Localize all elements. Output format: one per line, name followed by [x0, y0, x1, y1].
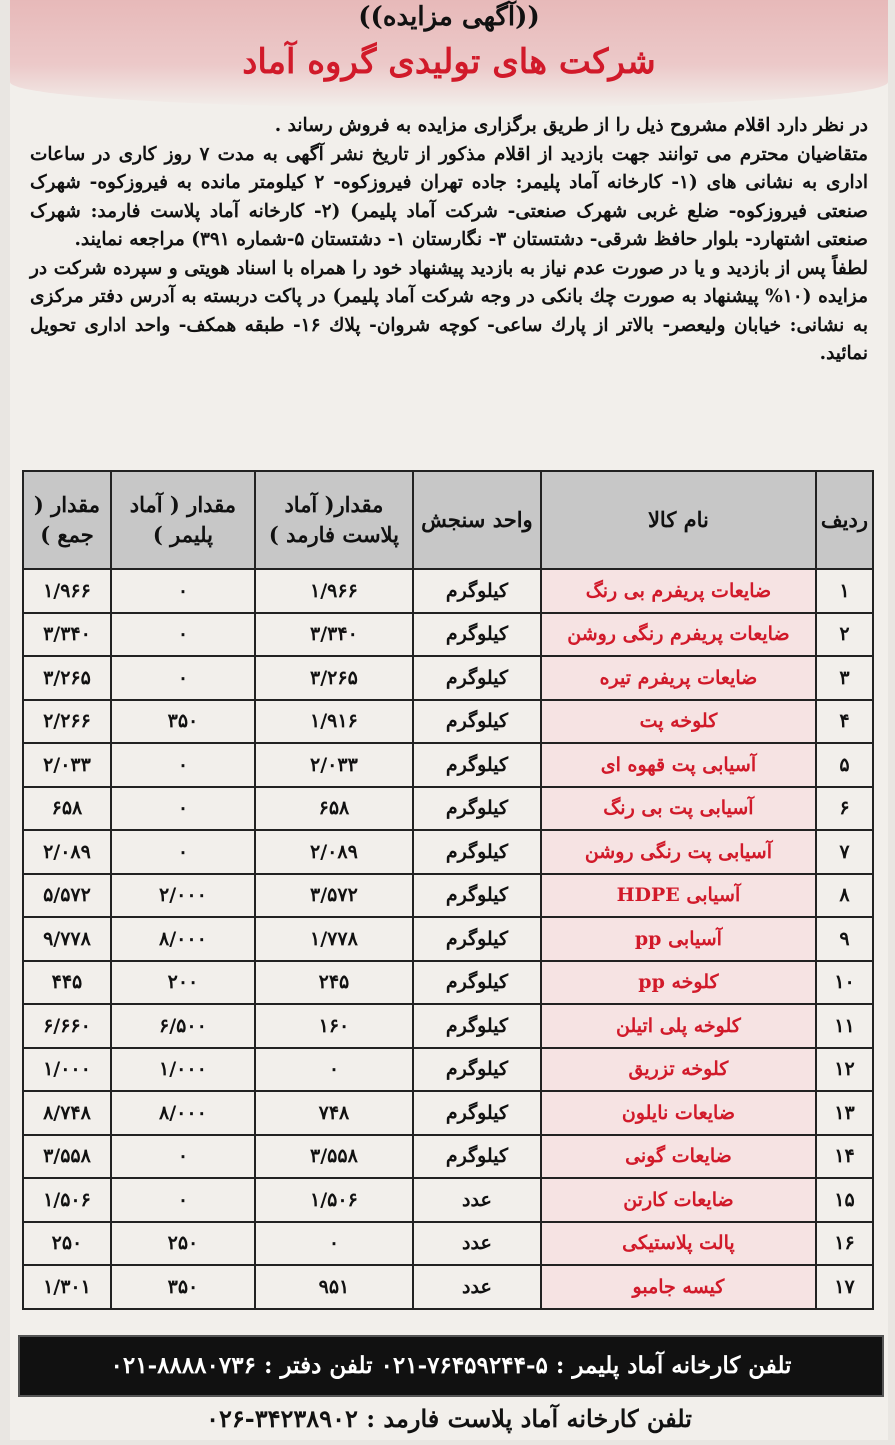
item-name: کلوخه پلی اتیلن	[541, 1004, 816, 1048]
unit-cell: کیلوگرم	[413, 700, 541, 744]
unit-cell: کیلوگرم	[413, 874, 541, 918]
qty-polymer-cell: ۸/۰۰۰	[111, 1091, 255, 1135]
row-number: ۱	[816, 569, 873, 613]
qty-total-cell: ۱/۵۰۶	[23, 1178, 111, 1222]
item-name: کلوخه تزریق	[541, 1048, 816, 1092]
unit-cell: کیلوگرم	[413, 743, 541, 787]
intro-text	[30, 112, 868, 369]
qty-polymer-cell: ۲/۰۰۰	[111, 874, 255, 918]
unit-cell: کیلوگرم	[413, 1048, 541, 1092]
unit-cell: کیلوگرم	[413, 917, 541, 961]
item-name: ضایعات پریفرم تیره	[541, 656, 816, 700]
unit-cell: عدد	[413, 1265, 541, 1309]
qty-total-cell: ۳/۵۵۸	[23, 1135, 111, 1179]
row-number: ۶	[816, 787, 873, 831]
header-unit: واحد سنجش	[413, 471, 541, 569]
qty-farmed-cell: ۳/۳۴۰	[255, 613, 413, 657]
qty-polymer-cell: ۶/۵۰۰	[111, 1004, 255, 1048]
item-name: آسیابی pp	[541, 917, 816, 961]
row-number: ۱۰	[816, 961, 873, 1005]
table-header	[23, 471, 873, 569]
row-number: ۹	[816, 917, 873, 961]
row-number: ۱۷	[816, 1265, 873, 1309]
qty-total-cell: ۱/۳۰۱	[23, 1265, 111, 1309]
qty-total-cell: ۲/۰۳۳	[23, 743, 111, 787]
qty-total-cell: ۵/۵۷۲	[23, 874, 111, 918]
qty-total-cell: ۳/۳۴۰	[23, 613, 111, 657]
table-body	[23, 569, 873, 1309]
qty-total-cell: ۶/۶۶۰	[23, 1004, 111, 1048]
qty-polymer-cell: ۲۰۰	[111, 961, 255, 1005]
table-row	[23, 1135, 873, 1179]
table-row	[23, 656, 873, 700]
qty-farmed-cell: ۲/۰۳۳	[255, 743, 413, 787]
table-row	[23, 1091, 873, 1135]
items-table	[22, 470, 874, 1310]
row-number: ۱۲	[816, 1048, 873, 1092]
table-row	[23, 569, 873, 613]
qty-farmed-cell: ۰	[255, 1222, 413, 1266]
header-qty-polymer: مقدار ( آماد پلیمر )	[111, 471, 255, 569]
advertisement-page	[10, 0, 888, 1440]
qty-farmed-cell: ۲/۰۸۹	[255, 830, 413, 874]
row-number: ۱۵	[816, 1178, 873, 1222]
qty-farmed-cell: ۱/۷۷۸	[255, 917, 413, 961]
unit-cell: کیلوگرم	[413, 1091, 541, 1135]
qty-farmed-cell: ۲۴۵	[255, 961, 413, 1005]
qty-polymer-cell: ۰	[111, 1135, 255, 1179]
qty-farmed-cell: ۰	[255, 1048, 413, 1092]
qty-farmed-cell: ۳/۵۵۸	[255, 1135, 413, 1179]
table-row	[23, 874, 873, 918]
qty-polymer-cell: ۰	[111, 743, 255, 787]
qty-polymer-cell: ۰	[111, 613, 255, 657]
qty-total-cell: ۲۵۰	[23, 1222, 111, 1266]
unit-cell: کیلوگرم	[413, 613, 541, 657]
item-name: کیسه جامبو	[541, 1265, 816, 1309]
table-row	[23, 787, 873, 831]
qty-farmed-cell: ۱۶۰	[255, 1004, 413, 1048]
header-row-number: ردیف	[816, 471, 873, 569]
row-number: ۷	[816, 830, 873, 874]
qty-total-cell: ۳/۲۶۵	[23, 656, 111, 700]
qty-polymer-cell: ۰	[111, 569, 255, 613]
qty-farmed-cell: ۶۵۸	[255, 787, 413, 831]
item-name: آسیابی HDPE	[541, 874, 816, 918]
qty-total-cell: ۹/۷۷۸	[23, 917, 111, 961]
qty-polymer-cell: ۳۵۰	[111, 1265, 255, 1309]
unit-cell: عدد	[413, 1178, 541, 1222]
table-row	[23, 830, 873, 874]
qty-polymer-cell: ۰	[111, 656, 255, 700]
table-row	[23, 917, 873, 961]
item-name: ضایعات پریفرم بی رنگ	[541, 569, 816, 613]
qty-polymer-cell: ۰	[111, 1178, 255, 1222]
table-row	[23, 1178, 873, 1222]
table-row	[23, 1004, 873, 1048]
unit-cell: کیلوگرم	[413, 787, 541, 831]
qty-polymer-cell: ۰	[111, 787, 255, 831]
row-number: ۸	[816, 874, 873, 918]
item-name: ضایعات نایلون	[541, 1091, 816, 1135]
item-name: آسیابی پت بی رنگ	[541, 787, 816, 831]
table-row	[23, 1048, 873, 1092]
qty-farmed-cell: ۱/۹۶۶	[255, 569, 413, 613]
unit-cell: کیلوگرم	[413, 569, 541, 613]
qty-polymer-cell: ۲۵۰	[111, 1222, 255, 1266]
row-number: ۵	[816, 743, 873, 787]
qty-farmed-cell: ۳/۲۶۵	[255, 656, 413, 700]
item-name: آسیابی پت رنگی روشن	[541, 830, 816, 874]
qty-total-cell: ۴۴۵	[23, 961, 111, 1005]
unit-cell: عدد	[413, 1222, 541, 1266]
qty-total-cell: ۱/۰۰۰	[23, 1048, 111, 1092]
table-row	[23, 1265, 873, 1309]
qty-polymer-cell: ۳۵۰	[111, 700, 255, 744]
row-number: ۱۶	[816, 1222, 873, 1266]
intro-paragraph-2: متقاضیان محترم می توانند جهت بازدید از اقلام مذکور از تاریخ نشر آگهی به مدت ۷ روز کاری در ساعات اداری به نشانی های (۱- کارخانه آماد پلیمر: جاده تهران فیروزکوه- ۲ کیلومتر مانده به فیروزکوه- شهرک صنعتی فیروزکوه- ضلع غربی شهرک صنعتی- شرکت آماد پلیمر) (۲- کارخانه آماد پلاست فارمد: شهرک صنعتی اشتهارد- بلوار حافظ شرقی- دشتستان ۳- نگارستان ۱- دشتستان ۵-شماره ۳۹۱) مراجعه نمایند.	[30, 143, 868, 250]
qty-total-cell: ۸/۷۴۸	[23, 1091, 111, 1135]
qty-farmed-cell: ۳/۵۷۲	[255, 874, 413, 918]
qty-farmed-cell: ۱/۹۱۶	[255, 700, 413, 744]
unit-cell: کیلوگرم	[413, 961, 541, 1005]
qty-farmed-cell: ۹۵۱	[255, 1265, 413, 1309]
footer-phones-line-2: تلفن کارخانه آماد پلاست فارمد : ۳۴۲۳۸۹۰۲-۰۲۶	[206, 1404, 692, 1433]
item-name: ضایعات کارتن	[541, 1178, 816, 1222]
table-row	[23, 1222, 873, 1266]
item-name: ضایعات پریفرم رنگی روشن	[541, 613, 816, 657]
intro-paragraph-1: در نظر دارد اقلام مشروح ذیل را از طریق برگزاری مزایده به فروش رساند .	[274, 115, 868, 136]
qty-total-cell: ۲/۲۶۶	[23, 700, 111, 744]
unit-cell: کیلوگرم	[413, 1135, 541, 1179]
item-name: ضایعات گونی	[541, 1135, 816, 1179]
row-number: ۴	[816, 700, 873, 744]
table-row	[23, 961, 873, 1005]
table-row	[23, 743, 873, 787]
unit-cell: کیلوگرم	[413, 656, 541, 700]
row-number: ۲	[816, 613, 873, 657]
qty-total-cell: ۲/۰۸۹	[23, 830, 111, 874]
header-qty-farmed: مقدار( آماد پلاست فارمد )	[255, 471, 413, 569]
table-row	[23, 613, 873, 657]
row-number: ۱۱	[816, 1004, 873, 1048]
qty-polymer-cell: ۰	[111, 830, 255, 874]
qty-total-cell: ۶۵۸	[23, 787, 111, 831]
row-number: ۱۴	[816, 1135, 873, 1179]
qty-polymer-cell: ۱/۰۰۰	[111, 1048, 255, 1092]
row-number: ۱۳	[816, 1091, 873, 1135]
item-name: کلوخه پت	[541, 700, 816, 744]
intro-paragraph-3: لطفاً پس از بازدید و یا در صورت عدم نیاز به بازدید پیشنهاد خود را همراه با اسناد هویتی و سپرده شرکت در مزایده (۱۰% پیشنهاد به صورت چك بانکی در وجه شرکت آماد پلیمر) در پاکت دربسته به آدرس دفتر مرکزی به نشانی: خیابان ولیعصر- بالاتر از پارك ساعی- کوچه شروان- پلاك ۱۶- طبقه همکف- واحد اداری تحویل نمائید.	[30, 257, 868, 364]
header-qty-total: مقدار ( جمع )	[23, 471, 111, 569]
qty-total-cell: ۱/۹۶۶	[23, 569, 111, 613]
footer-phones-line-1: تلفن کارخانه آماد پلیمر : ۵-۷۶۴۵۹۲۴۴-۰۲۱ تلفن دفتر : ۸۸۸۸۰۷۳۶-۰۲۱	[18, 1335, 884, 1397]
unit-cell: کیلوگرم	[413, 830, 541, 874]
item-name: آسیابی پت قهوه ای	[541, 743, 816, 787]
qty-farmed-cell: ۷۴۸	[255, 1091, 413, 1135]
item-name: پالت پلاستیکی	[541, 1222, 816, 1266]
row-number: ۳	[816, 656, 873, 700]
item-name: کلوخه pp	[541, 961, 816, 1005]
ad-type-title: ((آگهی مزایده))	[358, 2, 540, 32]
table-row	[23, 700, 873, 744]
qty-farmed-cell: ۱/۵۰۶	[255, 1178, 413, 1222]
header-item-name: نام کالا	[541, 471, 816, 569]
company-name: شرکت های تولیدی گروه آماد	[242, 42, 656, 82]
unit-cell: کیلوگرم	[413, 1004, 541, 1048]
qty-polymer-cell: ۸/۰۰۰	[111, 917, 255, 961]
